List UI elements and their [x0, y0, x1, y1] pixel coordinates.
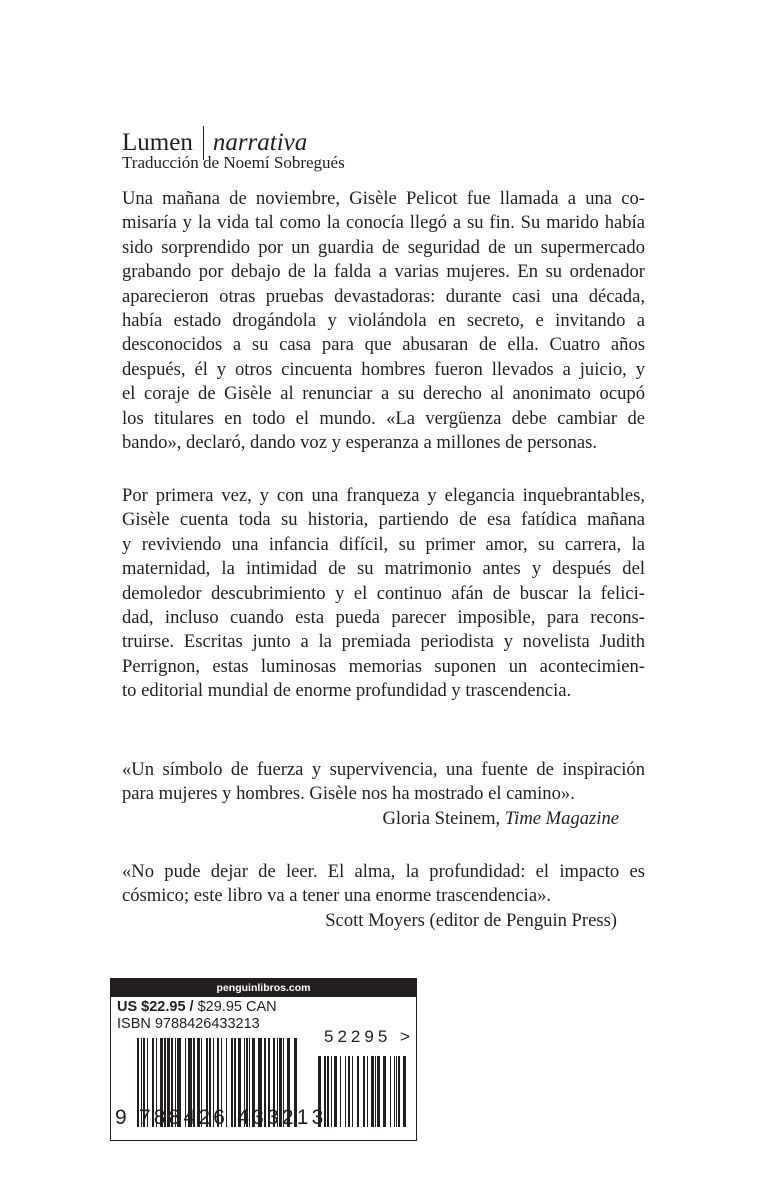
barcode-bar: [348, 1056, 350, 1127]
barcode-bar: [403, 1056, 406, 1127]
isbn-number: ISBN 9788426433213: [117, 1016, 260, 1032]
addon-digits: 52295 >: [324, 1027, 414, 1046]
text-line: había estado drogándola y violándola en secreto, e invitando a: [122, 309, 645, 331]
barcode-digits: 9 788426 433213: [115, 1106, 327, 1129]
collection-name: narrativa: [212, 129, 308, 156]
text-line: dad, incluso cuando esta pueda parecer imposible, para recons-: [122, 606, 645, 628]
quote-attribution: [122, 909, 617, 933]
text-line: misaría y la vida tal como la conocía llegó a su fin. Su marido había: [122, 212, 645, 234]
text-line: Por primera vez, y con una franqueza y elegancia inquebrantables,: [122, 485, 645, 506]
barcode-bar: [363, 1056, 365, 1127]
text-line: los titulares en todo el mundo. «La vergüenza debe cambiar de: [122, 407, 645, 429]
blurb-quote-1: [122, 758, 645, 831]
barcode-bar: [327, 1056, 329, 1127]
barcode-bar: [331, 1056, 332, 1127]
publisher-website: penguinlibros.com: [111, 979, 416, 997]
barcode-bar: [398, 1056, 400, 1127]
text-line: sido sorprendido por un guardia de seguridad de un supermercado: [122, 236, 645, 258]
text-line: maternidad, la intimidad de su matrimonio antes y después del: [122, 558, 645, 580]
barcode-bar: [334, 1056, 337, 1127]
barcode-label: [110, 978, 417, 1141]
barcode-bar: [390, 1056, 391, 1127]
text-line: después, él y otros cincuenta hombres fueron llevados a juicio, y: [122, 358, 645, 380]
text-line: «Un símbolo de fuerza y supervivencia, una fuente de inspiración: [122, 759, 645, 780]
text-line: Una mañana de noviembre, Gisèle Pelicot fue llamada a una co-: [122, 188, 645, 209]
quote-author: Scott Moyers (editor de Penguin Press): [325, 909, 617, 931]
quote-author: Gloria Steinem,: [382, 807, 505, 829]
text-line: bando», declaró, dando voz y esperanza a millones de personas.: [122, 431, 598, 453]
text-line: «No pude dejar de leer. El alma, la profundidad: el impacto es: [122, 861, 645, 882]
barcode-bar: [396, 1056, 397, 1127]
price-can: $29.95 CAN: [193, 999, 277, 1015]
text-line: desconocidos a su casa para que abusaran de ella. Cuatro años: [122, 334, 645, 356]
barcode-bar: [371, 1056, 374, 1127]
barcode-bar: [394, 1056, 395, 1127]
text-line: demoledor descubrimiento y el continuo afán de buscar la felici-: [122, 582, 645, 604]
text-line: truirse. Escritas junto a la premiada periodista y novelista Judith: [122, 631, 645, 653]
synopsis-paragraph-1: [122, 187, 645, 455]
text-line: to editorial mundial de enorme profundidad y trascendencia.: [122, 680, 572, 702]
barcode-bar: [357, 1056, 359, 1127]
barcode-bar: [345, 1056, 346, 1127]
text-line: Perrignon, estas luminosas memorias suponen un acontecimien-: [122, 655, 645, 677]
barcode-bar: [340, 1056, 341, 1127]
quote-source: Time Magazine: [504, 807, 619, 829]
barcode-bar: [352, 1056, 353, 1127]
text-line: Gisèle cuenta toda su historia, partiendo de esa fatídica mañana: [122, 509, 645, 531]
text-line: el coraje de Gisèle al renunciar a su derecho al anonimato ocupó: [122, 383, 645, 405]
text-line: aparecieron otras pruebas devastadoras: durante casi una década,: [122, 285, 645, 307]
text-line: y reviviendo una infancia difícil, su primer amor, su carrera, la: [122, 533, 645, 555]
barcode-bar: [377, 1056, 380, 1127]
quote-attribution: [122, 807, 619, 831]
synopsis-paragraph-2: [122, 484, 645, 704]
brand-name: Lumen: [122, 129, 193, 156]
text-line: grabando por debajo de la falda a varias mujeres. En su ordenador: [122, 261, 645, 283]
translator-credit: Traducción de Noemí Sobregués: [122, 153, 345, 172]
barcode-bar: [375, 1056, 376, 1127]
barcode-bar: [383, 1056, 386, 1127]
text-line: para mujeres y hombres. Gisèle nos ha mostrado el camino».: [122, 783, 575, 805]
text-line: cósmico; este libro va a tener una enorme trascendencia».: [122, 885, 552, 907]
blurb-quote-2: [122, 860, 645, 933]
barcode-bar: [367, 1056, 368, 1127]
price-us: US $22.95 /: [117, 999, 194, 1015]
